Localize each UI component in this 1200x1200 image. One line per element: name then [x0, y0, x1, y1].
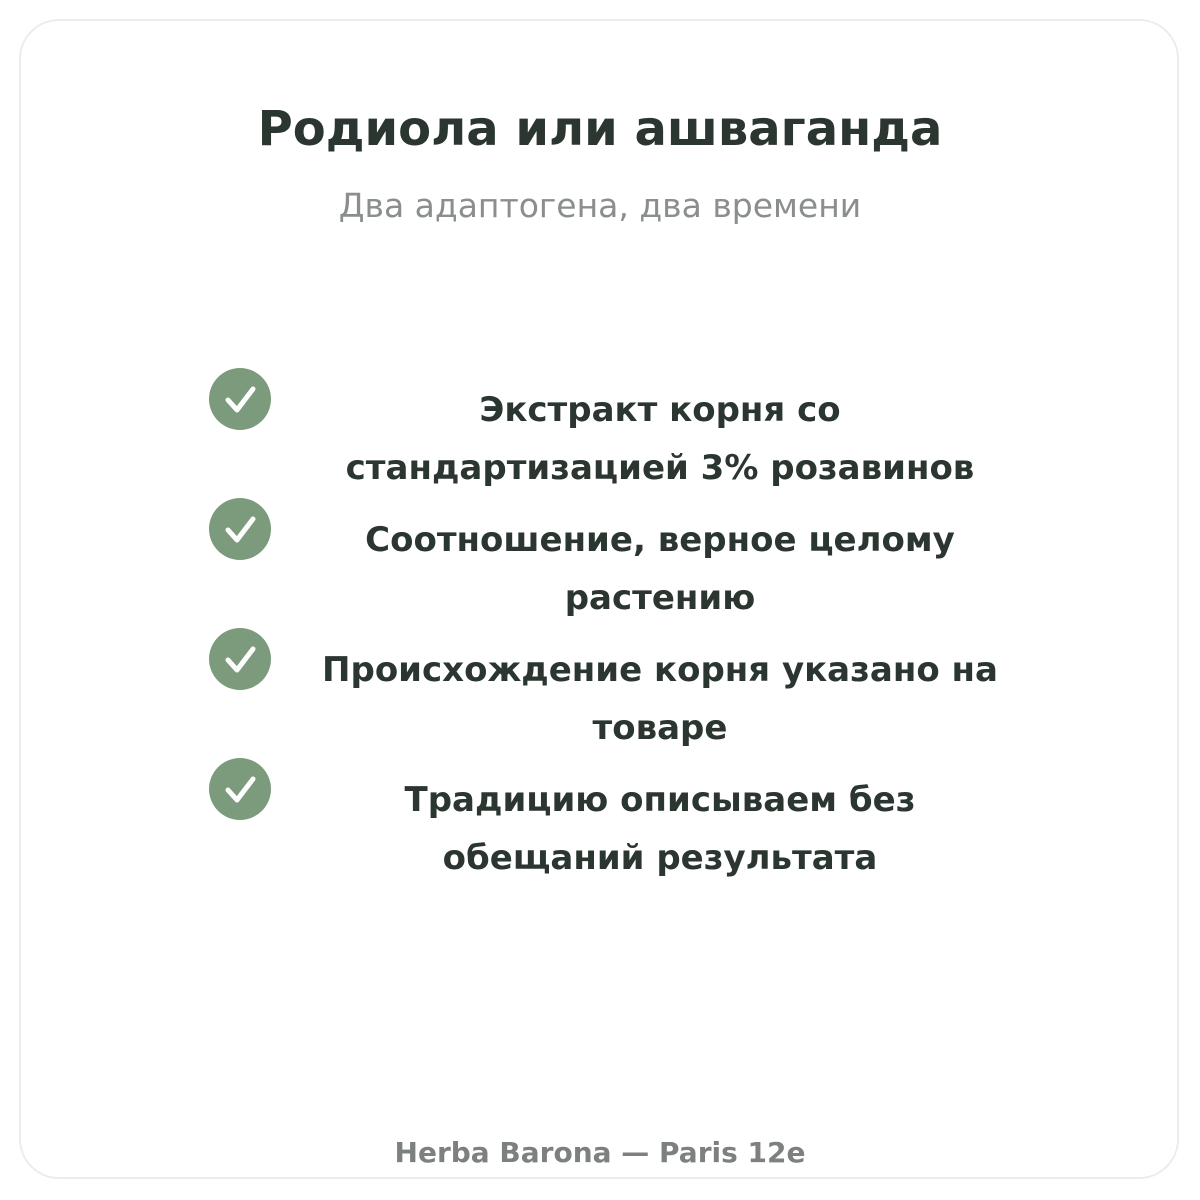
- feature-text: Традицию описываем без обещаний результата: [404, 780, 916, 878]
- check-icon: [209, 758, 271, 820]
- feature-text: Соотношение, верное целому растению: [365, 520, 955, 618]
- feature-item: [0, 628, 1200, 748]
- page-subtitle: Два адаптогена, два времени: [338, 186, 862, 225]
- feature-item: [0, 368, 1200, 488]
- feature-text: Экстракт корня со стандартизацией 3% розавинов: [345, 390, 975, 488]
- feature-text: Происхождение корня указано на товаре: [322, 650, 998, 748]
- check-icon: [209, 498, 271, 560]
- check-icon: [209, 628, 271, 690]
- feature-item: [0, 758, 1200, 878]
- footer-brand: Herba Barona — Paris 12e: [394, 1136, 806, 1169]
- check-icon: [209, 368, 271, 430]
- page-title: Родиола или ашваганда: [257, 101, 943, 157]
- feature-item: [0, 498, 1200, 618]
